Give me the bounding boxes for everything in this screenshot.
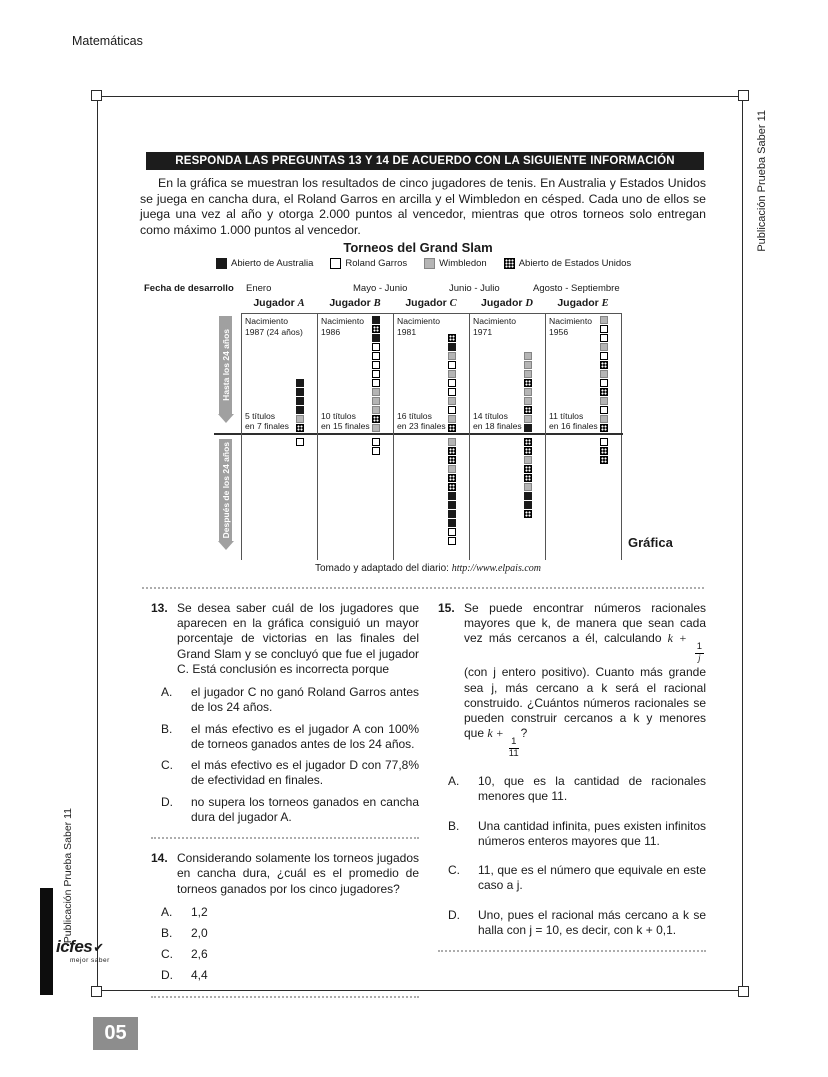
tournament-square-wimbledon (524, 361, 532, 369)
tournament-square-wimbledon (448, 352, 456, 360)
birth-label: Nacimiento 1981 (397, 316, 440, 337)
question-15-options (438, 774, 706, 938)
finals-column-after-24 (600, 438, 608, 464)
tournament-square-roland (448, 361, 456, 369)
player-panel-c (393, 314, 469, 560)
tournament-square-us (524, 438, 532, 446)
fraction-1-over-11: $\frac{1}{11}$ (508, 736, 519, 760)
tournament-square-wimbledon (524, 415, 532, 423)
tournament-square-us (524, 406, 532, 414)
tournament-square-wimbledon (600, 370, 608, 378)
frame-corner-ornament (91, 986, 102, 997)
player-header-d: Jugador D (481, 297, 533, 309)
tournament-square-wimbledon (372, 388, 380, 396)
tournament-square-wimbledon (600, 343, 608, 351)
tournament-square-us (448, 334, 456, 342)
tournament-square-australia (448, 492, 456, 500)
tournament-square-roland (600, 325, 608, 333)
finals-column-before-24 (296, 379, 304, 432)
tournament-square-australia (448, 510, 456, 518)
icfes-logo: icfes✔ mejor saber (56, 937, 110, 964)
tournament-square-wimbledon (372, 406, 380, 414)
question-number: 14. (151, 851, 168, 866)
tournament-square-roland (296, 438, 304, 446)
question-text: Se puede encontrar números racionales mayores que k, de manera que sean cada vez más cercanos a él, calculando k + $\frac{1}{j}$ (con j entero positivo). Cuanto más grande sea j, más cercano a k será el racional construido. ¿Cuántos números racionales se pueden construir cercanos a k y menores que k + $\frac{1}{11}$ ? (464, 601, 706, 760)
schedule-january: Enero (246, 283, 272, 294)
tournament-square-australia (524, 501, 532, 509)
tournament-square-wimbledon (448, 438, 456, 446)
schedule-june-july: Junio - Julio (449, 283, 500, 294)
tournament-square-australia (524, 492, 532, 500)
tournament-square-roland (448, 388, 456, 396)
tournament-square-australia (524, 424, 532, 432)
tournament-square-australia (372, 316, 380, 324)
tournament-square-roland (372, 379, 380, 387)
fraction-1-over-j: $\frac{1}{j}$ (696, 641, 702, 665)
titles-label: 10 títulos en 15 finales (321, 410, 370, 432)
tournament-square-us (524, 474, 532, 482)
option-d: D. Uno, pues el racional más cercano a k se halla con j = 10, es decir, con k + 0,1. (448, 907, 706, 937)
option-a: A. el jugador C no ganó Roland Garros antes de los 24 años. (161, 685, 419, 715)
option-b: B. 2,0 (161, 925, 208, 940)
tournament-square-wimbledon (448, 397, 456, 405)
player-panel-e (545, 314, 621, 560)
tournament-square-roland (448, 406, 456, 414)
tournament-square-wimbledon (524, 483, 532, 491)
player-panel-b (317, 314, 393, 560)
question-separator (151, 996, 419, 998)
right-margin-label: Publicación Prueba Saber 11 (756, 110, 768, 252)
legend-label: Wimbledon (439, 258, 487, 269)
finals-column-after-24 (448, 438, 456, 545)
finals-column-before-24 (600, 316, 608, 432)
tournament-square-us (600, 456, 608, 464)
tournament-square-wimbledon (600, 397, 608, 405)
tournament-square-roland (600, 379, 608, 387)
tournament-square-wimbledon (524, 370, 532, 378)
legend-item (216, 258, 313, 269)
tournament-square-australia (448, 519, 456, 527)
finals-column-after-24 (372, 438, 380, 455)
page-number-badge: 05 (93, 1017, 138, 1050)
tournament-square-us (600, 424, 608, 432)
tournament-square-us (372, 325, 380, 333)
player-header-b: Jugador B (329, 297, 381, 309)
instruction-banner: RESPONDA LAS PREGUNTAS 13 Y 14 DE ACUERDO CON LA SIGUIENTE INFORMACIÓN (146, 152, 704, 170)
chart-caption: Gráfica (628, 535, 673, 550)
question-text: Se desea saber cuál de los jugadores que aparecen en la gráfica consiguió un mayor porcentaje de victorias en las finales del Grand Slam y se concluyó que fue el jugador C. Está conclusión es incorrecta porque (177, 601, 419, 676)
frame-corner-ornament (738, 90, 749, 101)
tournament-square-roland (600, 406, 608, 414)
finals-column-after-24 (296, 438, 304, 446)
legend-item (330, 258, 407, 269)
tournament-square-roland (372, 352, 380, 360)
question-column-right (438, 601, 706, 964)
player-header-e: Jugador E (557, 297, 609, 309)
tournament-square-us (448, 483, 456, 491)
question-15 (438, 601, 706, 760)
question-separator (438, 950, 706, 952)
tournament-square-roland (448, 528, 456, 536)
tournament-square-wimbledon (448, 370, 456, 378)
option-d: D. no supera los torneos ganados en cancha dura del jugador A. (161, 794, 419, 824)
age-axis-label: Después de los 24 años (220, 441, 231, 539)
tournament-square-roland (372, 438, 380, 446)
tournament-square-wimbledon (296, 415, 304, 423)
frame-corner-ornament (91, 90, 102, 101)
tournament-square-roland (600, 334, 608, 342)
tournament-square-wimbledon (524, 397, 532, 405)
tournament-square-roland (600, 438, 608, 446)
titles-label: 16 títulos en 23 finales (397, 410, 446, 432)
question-13-options (151, 685, 419, 825)
option-b: B. Una cantidad infinita, pues existen infinitos números enteros mayores que 11. (448, 818, 706, 848)
option-c: C. 2,6 (161, 947, 208, 962)
checkmark-icon: ✔ (93, 940, 105, 955)
content-frame (97, 96, 743, 991)
wimbledon-swatch-icon (424, 258, 435, 269)
finals-column-before-24 (372, 316, 380, 432)
question-14 (151, 851, 419, 897)
tournament-square-us (600, 447, 608, 455)
player-header-c: Jugador C (405, 297, 457, 309)
australia-swatch-icon (216, 258, 227, 269)
player-panel-d (469, 314, 545, 560)
option-b: B. el más efectivo es el jugador A con 100% de torneos ganados antes de los 24 años. (161, 721, 419, 751)
tournament-square-roland (372, 361, 380, 369)
tournament-square-australia (372, 334, 380, 342)
player-panel-a (241, 314, 317, 560)
question-text: Considerando solamente los torneos jugados en cancha dura, ¿cuál es el promedio de torneos ganados por los cinco jugadores? (177, 851, 419, 896)
schedule-label: Fecha de desarrollo (144, 283, 234, 294)
legend-item (424, 258, 487, 269)
question-14-options (151, 905, 419, 984)
tournament-square-australia (448, 343, 456, 351)
intro-paragraph: En la gráfica se muestran los resultados de cinco jugadores de tenis. En Australia y Estados Unidos se juega en cancha dura, el Roland Garros en arcilla y el Wimbledon en césped. Cada uno de ellos se juega una vez al año y otorga 2.000 puntos al vencedor, mientras que otros torneos solo entregan como máximo 1.000 puntos al vencedor. (140, 176, 706, 238)
birth-label: Nacimiento 1987 (24 años) (245, 316, 303, 337)
chart-title: Torneos del Grand Slam (343, 240, 493, 255)
tournament-square-wimbledon (524, 456, 532, 464)
frame-corner-ornament (738, 986, 749, 997)
legend-item (504, 258, 631, 269)
legend-label: Abierto de Australia (231, 258, 314, 269)
tournament-square-wimbledon (600, 316, 608, 324)
tournament-square-us (524, 379, 532, 387)
chart-legend (216, 258, 631, 269)
tournament-square-roland (448, 537, 456, 545)
chart-source: Tomado y adaptado del diario: http://www.elpais.com (314, 563, 542, 574)
tournament-square-wimbledon (372, 397, 380, 405)
birth-label: Nacimiento 1986 (321, 316, 364, 337)
tournament-square-australia (296, 406, 304, 414)
question-13 (151, 601, 419, 677)
question-column-left (151, 601, 419, 1010)
option-c: C. 11, que es el número que equivale en este caso a j. (448, 863, 706, 893)
tournament-square-roland (372, 343, 380, 351)
tournament-square-australia (296, 379, 304, 387)
option-d: D. 4,4 (161, 968, 208, 983)
tournament-square-us (600, 388, 608, 396)
tournament-square-wimbledon (524, 352, 532, 360)
option-a: A. 10, que es la cantidad de racionales menores que 11. (448, 774, 706, 804)
schedule-aug-sept: Agosto - Septiembre (533, 283, 620, 294)
legend-label: Abierto de Estados Unidos (518, 258, 632, 269)
finals-column-after-24 (524, 438, 532, 518)
tournament-square-us (524, 510, 532, 518)
birth-label: Nacimiento 1971 (473, 316, 516, 337)
tournament-square-us (524, 465, 532, 473)
question-number: 13. (151, 601, 168, 615)
schedule-may-june: Mayo - Junio (353, 283, 408, 294)
finals-column-before-24 (448, 334, 456, 432)
question-number: 15. (438, 601, 455, 615)
tournament-square-roland (372, 370, 380, 378)
birth-label: Nacimiento 1956 (549, 316, 592, 337)
left-edge-bar (40, 888, 53, 995)
option-c: C. el más efectivo es el jugador D con 77,8% de efectividad en finales. (161, 758, 419, 788)
tournament-square-roland (600, 352, 608, 360)
section-separator (142, 587, 704, 589)
tournament-square-wimbledon (372, 424, 380, 432)
tournament-square-australia (448, 501, 456, 509)
roland-garros-swatch-icon (330, 258, 341, 269)
tournament-square-us (448, 447, 456, 455)
option-a: A. 1,2 (161, 904, 208, 919)
tournament-square-australia (296, 388, 304, 396)
finals-column-before-24 (524, 352, 532, 432)
us-open-swatch-icon (504, 258, 515, 269)
subject-label: Matemáticas (72, 34, 143, 48)
tournament-square-wimbledon (448, 415, 456, 423)
age-axis-before-24 (219, 316, 232, 414)
tournament-square-wimbledon (600, 415, 608, 423)
titles-label: 14 títulos en 18 finales (473, 410, 522, 432)
age-axis-label: Hasta los 24 años (220, 329, 231, 401)
tournament-square-us (448, 424, 456, 432)
tournament-square-roland (372, 447, 380, 455)
tournament-square-us (448, 456, 456, 464)
left-margin-label: Publicación Prueba Saber 11 (62, 808, 74, 944)
tournament-square-us (448, 474, 456, 482)
tournament-square-roland (448, 379, 456, 387)
player-headers (241, 297, 623, 309)
tournament-square-wimbledon (448, 465, 456, 473)
tournament-square-australia (296, 397, 304, 405)
legend-label: Roland Garros (345, 258, 408, 269)
titles-label: 5 títulos en 7 finales (245, 410, 289, 432)
age-axis-after-24 (219, 439, 232, 541)
tournament-square-us (372, 415, 380, 423)
tournament-square-us (296, 424, 304, 432)
tournament-square-us (524, 447, 532, 455)
titles-label: 11 títulos en 16 finales (549, 410, 598, 432)
tournament-square-wimbledon (524, 388, 532, 396)
question-separator (151, 837, 419, 839)
player-panels (241, 313, 622, 560)
tournament-square-us (600, 361, 608, 369)
player-header-a: Jugador A (253, 297, 305, 309)
